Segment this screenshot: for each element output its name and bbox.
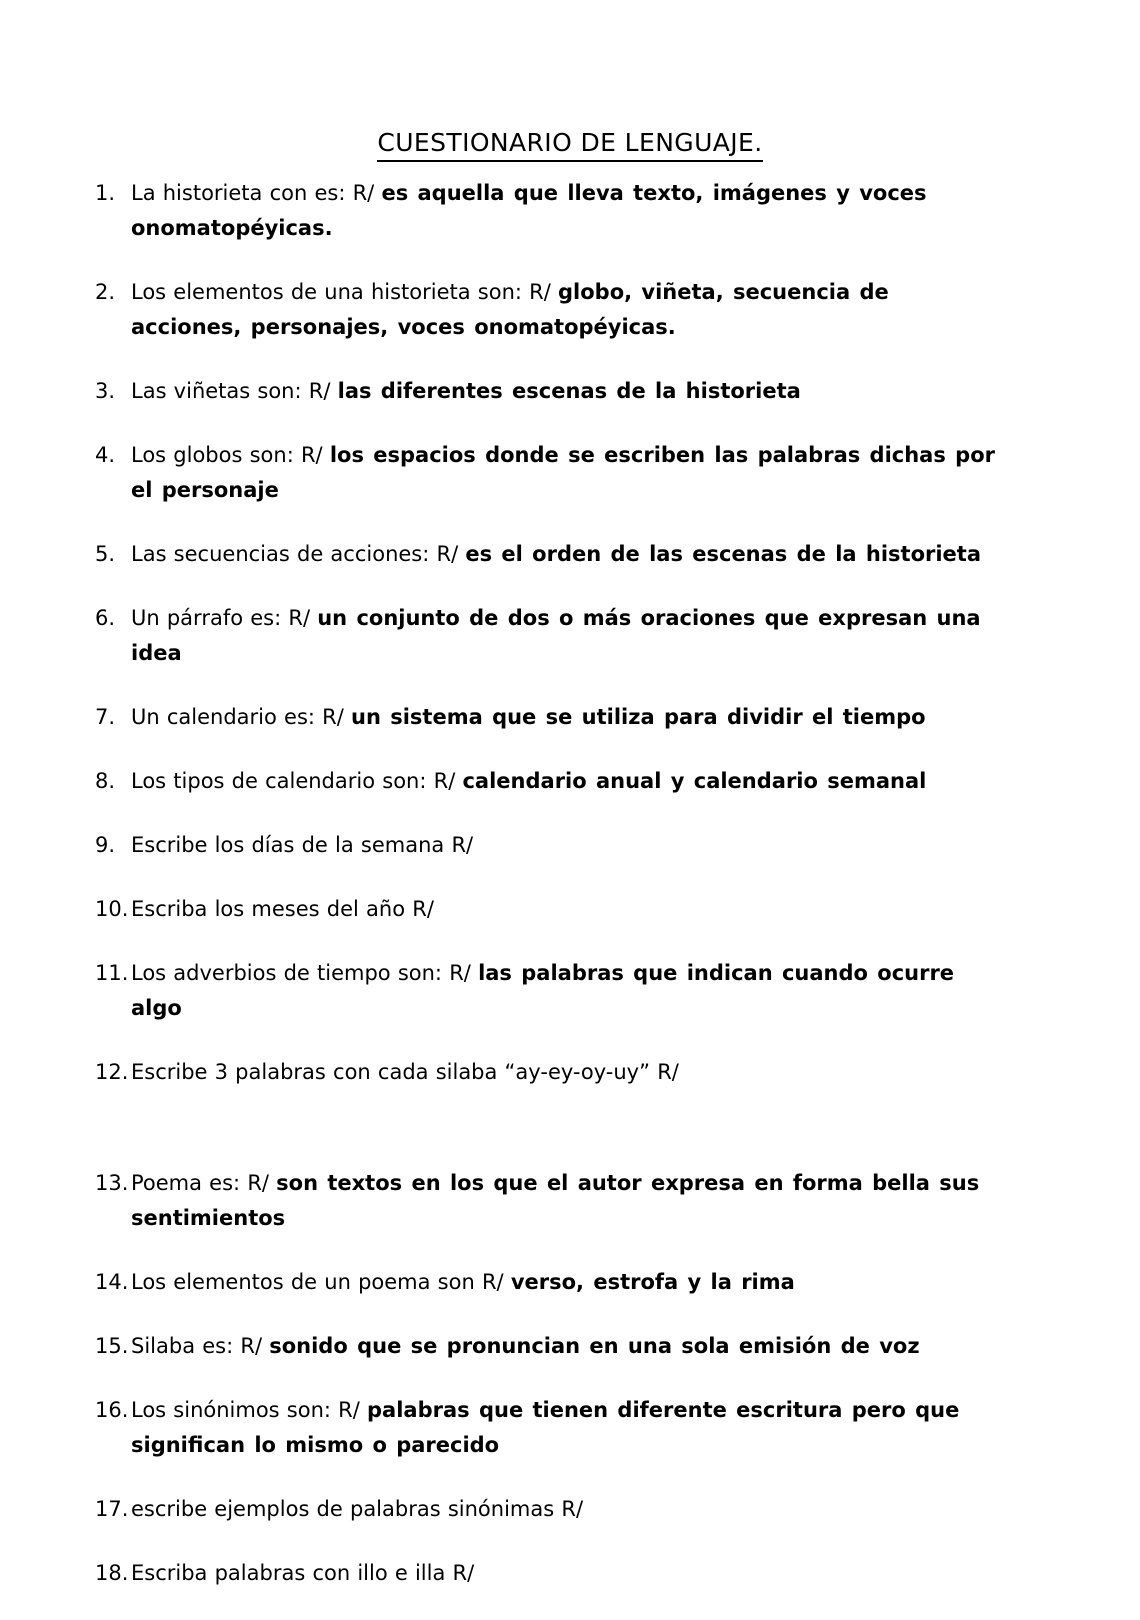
- question-number: 16.: [95, 1398, 129, 1422]
- question-body: [131, 537, 995, 572]
- question-body: [131, 438, 995, 508]
- answer-text: globo, viñeta, secuencia de acciones, personajes, voces onomatopéyicas.: [131, 280, 889, 339]
- question-item: [95, 1265, 995, 1300]
- question-body: [131, 176, 995, 246]
- question-text: Escriba palabras con illo e illa: [131, 1561, 446, 1585]
- question-text: escribe ejemplos de palabras sinónimas: [131, 1497, 555, 1521]
- question-item: [95, 1166, 995, 1236]
- question-body: [131, 1329, 995, 1364]
- question-number: 17.: [95, 1497, 129, 1521]
- question-number: 5.: [95, 542, 116, 566]
- answer-marker: R/: [561, 1497, 584, 1521]
- answer-text: calendario anual y calendario semanal: [462, 769, 927, 793]
- question-item: [95, 892, 995, 927]
- question-body: [131, 1556, 995, 1591]
- question-text: Los tipos de calendario son:: [131, 769, 427, 793]
- answer-marker: R/: [322, 705, 344, 729]
- question-number: 10.: [95, 897, 129, 921]
- answer-text: son textos en los que el autor expresa en forma bella sus sentimientos: [131, 1171, 980, 1230]
- answer-marker: R/: [247, 1171, 269, 1195]
- question-body: [131, 601, 995, 671]
- question-item: [95, 275, 995, 345]
- answer-marker: R/: [657, 1060, 679, 1084]
- question-number: 15.: [95, 1334, 129, 1358]
- answer-marker: R/: [433, 769, 456, 793]
- question-text: Los elementos de una historieta son:: [131, 280, 522, 304]
- question-body: [131, 764, 995, 799]
- question-body: [131, 1393, 995, 1463]
- question-item: [95, 1393, 995, 1463]
- question-body: [131, 1166, 995, 1236]
- answer-marker: R/: [449, 961, 471, 985]
- question-text: Los globos son:: [131, 443, 294, 467]
- question-number: 12.: [95, 1060, 129, 1084]
- question-text: Silaba es:: [131, 1334, 234, 1358]
- answer-marker: R/: [308, 379, 331, 403]
- question-number: 18.: [95, 1561, 129, 1585]
- question-text: Un calendario es:: [131, 705, 315, 729]
- question-item: [95, 1329, 995, 1364]
- question-number: 3.: [95, 379, 116, 403]
- question-number: 1.: [95, 181, 116, 205]
- question-text: Los sinónimos son:: [131, 1398, 331, 1422]
- question-body: [131, 956, 995, 1026]
- question-number: 7.: [95, 705, 116, 729]
- question-body: [131, 1055, 995, 1090]
- question-text: Escribe 3 palabras con cada silaba “ay-ey-oy-uy”: [131, 1060, 650, 1084]
- question-text: Las secuencias de acciones:: [131, 542, 430, 566]
- question-body: [131, 374, 995, 409]
- question-text: Los elementos de un poema son: [131, 1270, 475, 1294]
- question-number: 9.: [95, 833, 116, 857]
- answer-marker: R/: [300, 443, 323, 467]
- answer-text: los espacios donde se escriben las palabras dichas por el personaje: [131, 443, 995, 502]
- question-text: Un párrafo es:: [131, 606, 282, 630]
- question-number: 11.: [95, 961, 129, 985]
- question-item: [95, 176, 995, 246]
- answer-marker: R/: [529, 280, 551, 304]
- question-body: [131, 700, 995, 735]
- question-text: La historieta con es:: [131, 181, 346, 205]
- answer-text: sonido que se pronuncian en una sola emisión de voz: [269, 1334, 920, 1358]
- question-item: [95, 1492, 995, 1527]
- question-item: [95, 438, 995, 508]
- question-item: [95, 956, 995, 1026]
- question-text: Los adverbios de tiempo son:: [131, 961, 443, 985]
- answer-text: las diferentes escenas de la historieta: [337, 379, 801, 403]
- answer-marker: R/: [352, 181, 375, 205]
- answer-marker: R/: [451, 833, 474, 857]
- answer-text: es aquella que lleva texto, imágenes y voces onomatopéyicas.: [131, 181, 927, 240]
- answer-marker: R/: [288, 606, 311, 630]
- answer-marker: R/: [436, 542, 459, 566]
- answer-text: un conjunto de dos o más oraciones que expresan una idea: [131, 606, 981, 665]
- question-number: 13.: [95, 1171, 129, 1195]
- question-text: Escribe los días de la semana: [131, 833, 445, 857]
- answer-marker: R/: [452, 1561, 475, 1585]
- question-item: [95, 1055, 995, 1090]
- question-item: [95, 537, 995, 572]
- question-number: 2.: [95, 280, 116, 304]
- question-item: [95, 828, 995, 863]
- question-number: 6.: [95, 606, 116, 630]
- question-item: [95, 764, 995, 799]
- answer-marker: R/: [481, 1270, 504, 1294]
- answer-text: las palabras que indican cuando ocurre algo: [131, 961, 955, 1020]
- answer-text: verso, estrofa y la rima: [510, 1270, 795, 1294]
- question-text: Escriba los meses del año: [131, 897, 406, 921]
- question-list: [95, 176, 995, 1620]
- question-body: [131, 1492, 995, 1527]
- question-text: Poema es:: [131, 1171, 241, 1195]
- question-item: [95, 374, 995, 409]
- answer-text: un sistema que se utiliza para dividir el tiempo: [351, 705, 926, 729]
- page-title: [0, 128, 1140, 162]
- answer-marker: R/: [412, 897, 434, 921]
- question-text: Las viñetas son:: [131, 379, 302, 403]
- answer-marker: R/: [338, 1398, 360, 1422]
- page-title-text: CUESTIONARIO DE LENGUAJE.: [377, 129, 762, 162]
- question-body: [131, 275, 995, 345]
- question-item: [95, 601, 995, 671]
- answer-text: es el orden de las escenas de la historieta: [465, 542, 982, 566]
- answer-marker: R/: [240, 1334, 263, 1358]
- question-item: [95, 700, 995, 735]
- answer-text: palabras que tienen diferente escritura pero que significan lo mismo o parecido: [131, 1398, 960, 1457]
- question-body: [131, 828, 995, 863]
- question-body: [131, 1265, 995, 1300]
- question-number: 4.: [95, 443, 116, 467]
- question-number: 8.: [95, 769, 116, 793]
- question-item: [95, 1556, 995, 1591]
- question-body: [131, 892, 995, 927]
- question-number: 14.: [95, 1270, 129, 1294]
